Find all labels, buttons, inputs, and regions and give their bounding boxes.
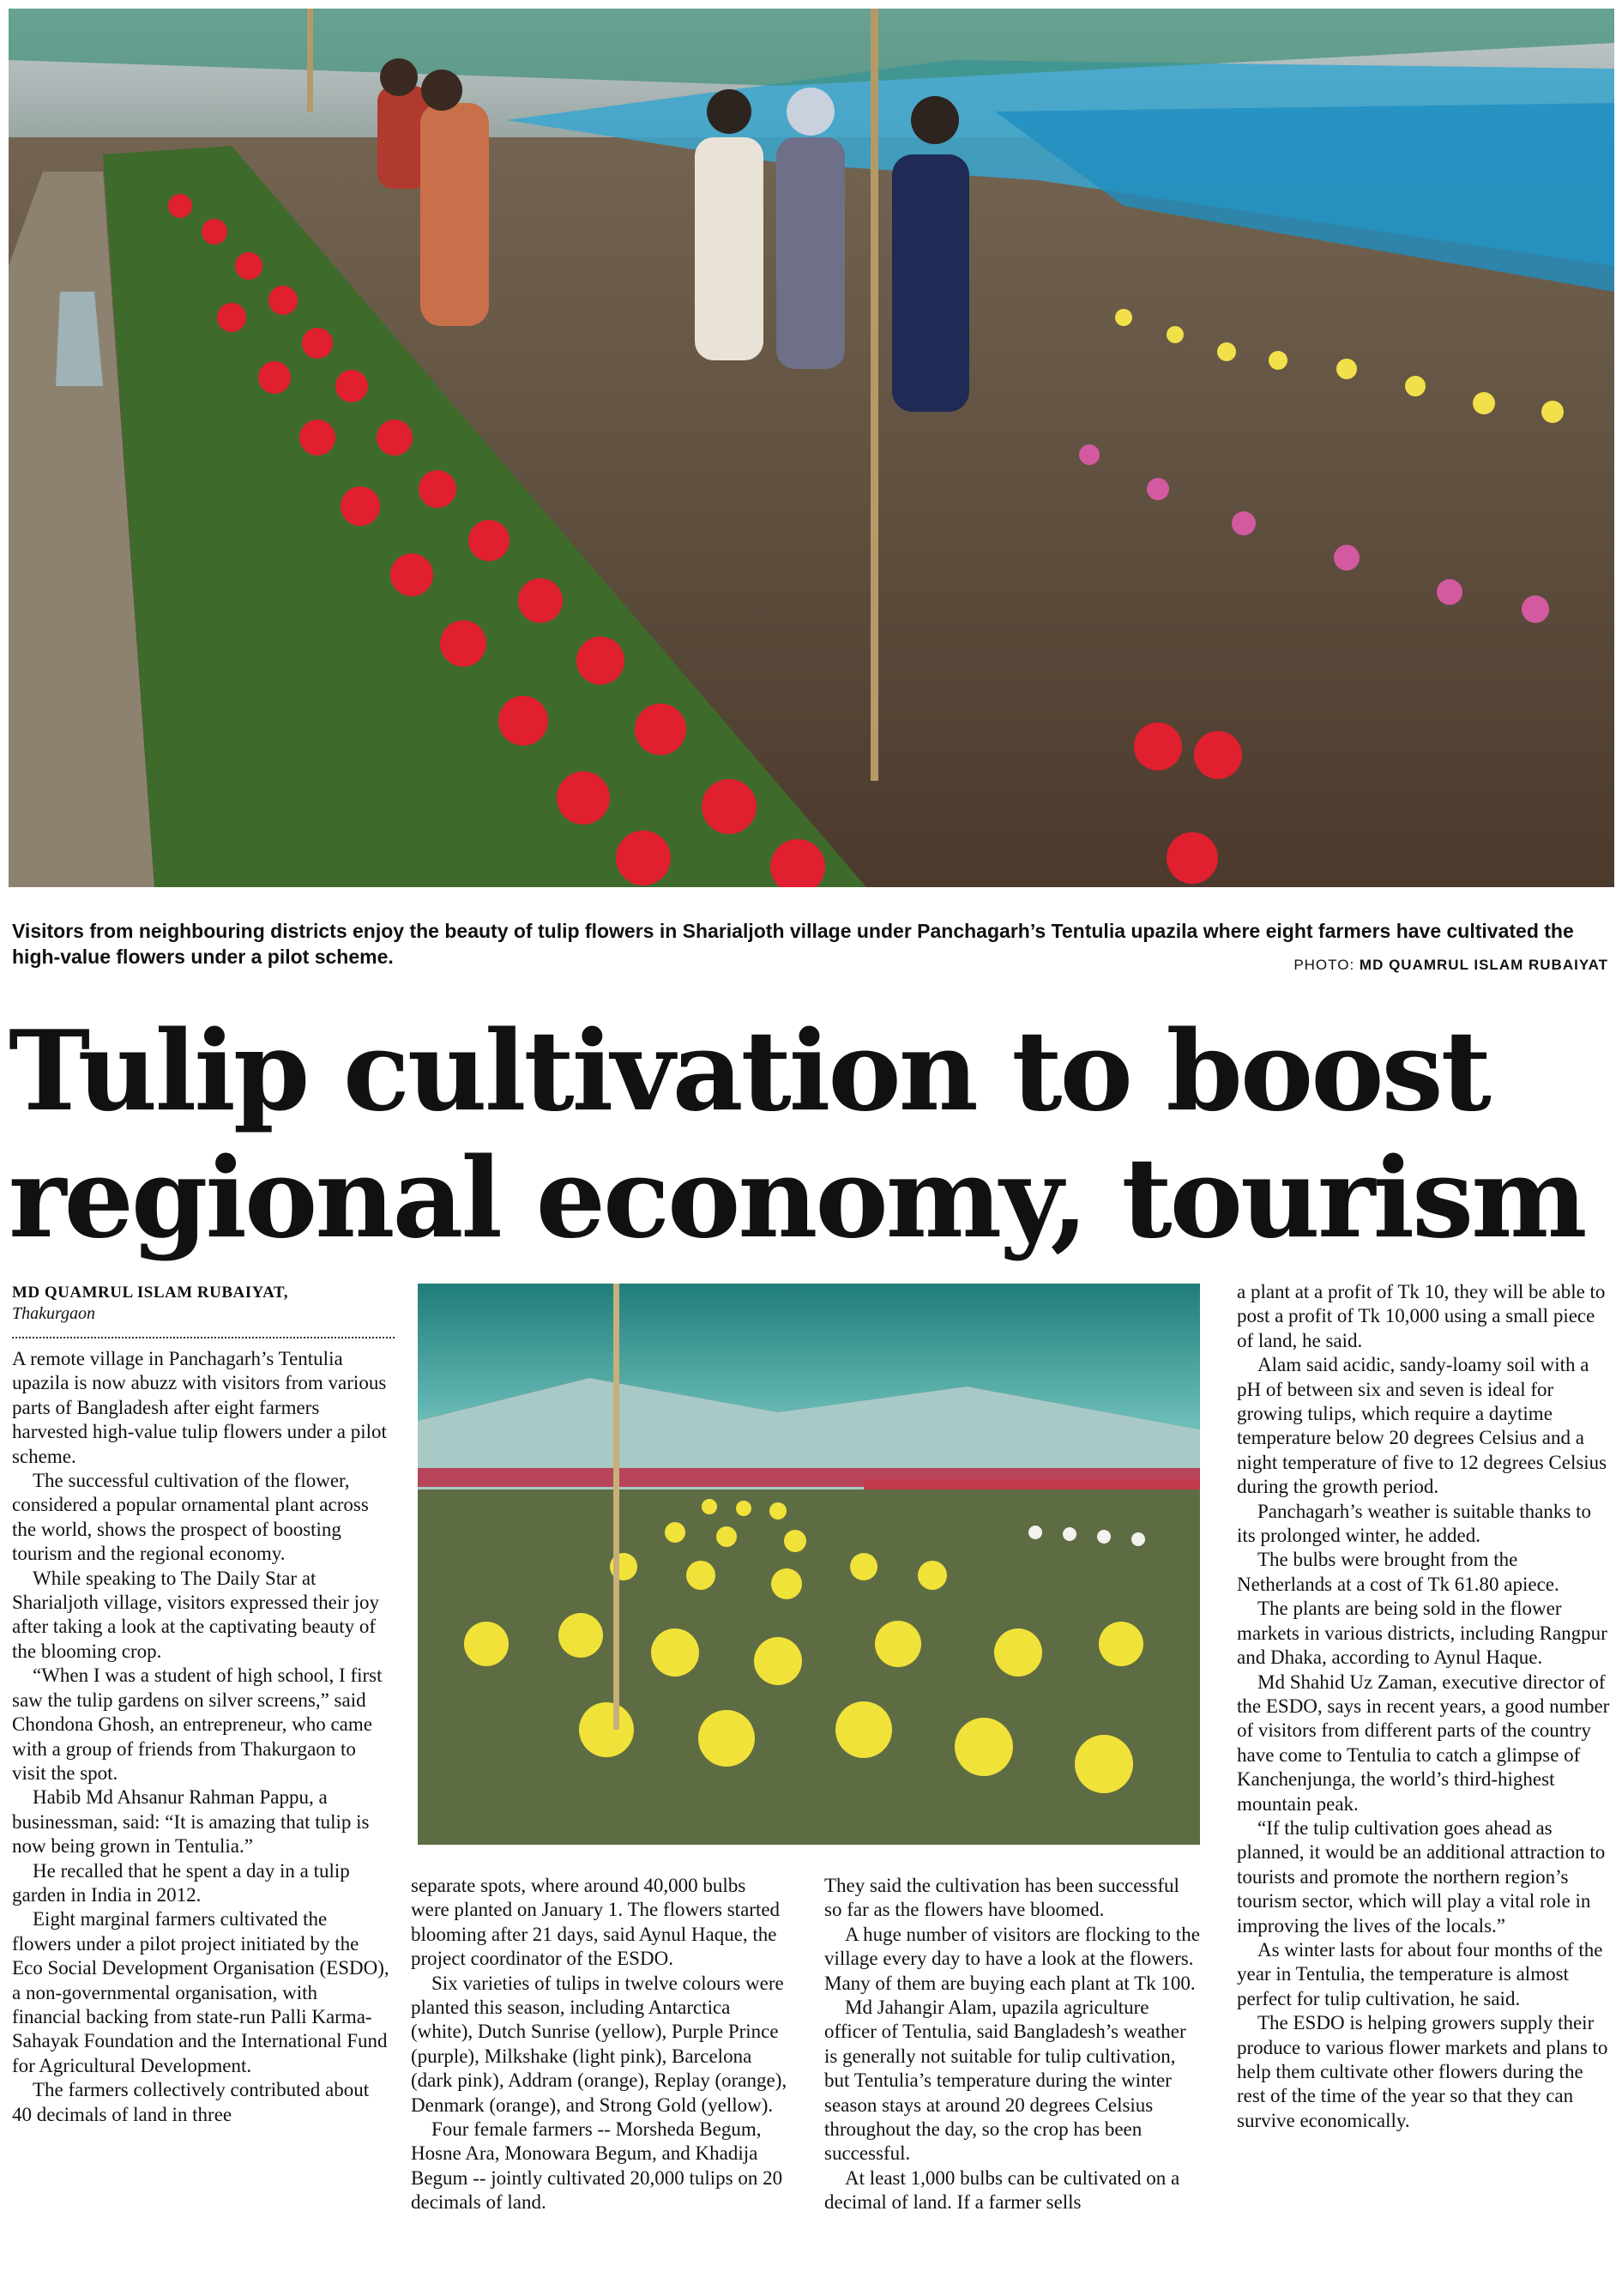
paragraph: Md Jahangir Alam, upazila agriculture officer of Tentulia, said Bangladesh’s weather is generally not suitable for tulip cultivation, but Tentulia’s temperature during the winter season stays at around 20 degrees Celsius throughout the day, so the crop has been successful. bbox=[824, 1997, 1186, 2165]
paragraph: While speaking to The Daily Star at Sharialjoth village, visitors expressed their joy after taking a look at the captivating beauty of the blooming crop. bbox=[12, 1567, 379, 1662]
headline bbox=[9, 1008, 1613, 1262]
photo-caption-text: Visitors from neighbouring districts enjoy the beauty of tulip flowers in Sharialjoth village under Panchagarh’s Tentulia upazila where eight farmers have cultivated the high-value flowers under a pilot scheme. bbox=[12, 920, 1574, 968]
byline-divider bbox=[12, 1337, 395, 1338]
tulip-garden-visitors-illustration bbox=[9, 9, 1614, 887]
paragraph: He recalled that he spent a day in a tulip garden in India in 2012. bbox=[12, 1859, 350, 1906]
paragraph: Habib Md Ahsanur Rahman Pappu, a businessman, said: “It is amazing that tulip is now being grown in Tentulia.” bbox=[12, 1786, 370, 1858]
paragraph: The plants are being sold in the flower markets in various districts, including Rangpur and Dhaka, according to Aynul Haque. bbox=[1237, 1598, 1607, 1669]
paragraph: Six varieties of tulips in twelve colours were planted this season, including Antarctica (white), Dutch Sunrise (yellow), Purple Prince (purple), Milkshake (light pink), Barcelona (dark pink), Addram (orange), Replay (orange), Denmark (orange), and Strong Gold (yellow). bbox=[411, 1972, 787, 2116]
paragraph: A huge number of visitors are flocking to the village every day to have a look at the flowers. Many of them are buying each plant at Tk 100. bbox=[824, 1923, 1200, 1994]
yellow-tulip-field-photo bbox=[418, 1284, 1200, 1845]
paragraph: The successful cultivation of the flower, considered a popular ornamental plant across the world, shows the prospect of boosting tourism and the regional economy. bbox=[12, 1470, 369, 1565]
paragraph: Four female farmers -- Morsheda Begum, Hosne Ara, Monowara Begum, and Khadija Begum -- jointly cultivated 20,000 tulips on 20 decimals of land. bbox=[411, 2118, 783, 2214]
article-column-3 bbox=[824, 1874, 1202, 2215]
paragraph: Eight marginal farmers cultivated the flowers under a pilot project initiated by the Eco Social Development Organisation (ESDO), a non-governmental organisation, with financial backing from state-run Palli Karma-Sahayak Foundation and the International Fund for Agricultural Development. bbox=[12, 1908, 389, 2076]
paragraph: Panchagarh’s weather is suitable thanks to its prolonged winter, he added. bbox=[1237, 1500, 1591, 1547]
headline-line-1: Tulip cultivation to boost bbox=[9, 1007, 1489, 1136]
paragraph: a plant at a profit of Tk 10, they will be able to post a profit of Tk 10,000 using a small piece of land, he said. bbox=[1237, 1281, 1606, 1351]
paragraph: A remote village in Panchagarh’s Tentulia upazila is now abuzz with visitors from various parts of Bangladesh after eight farmers harvested high-value tulip flowers under a pilot scheme. bbox=[12, 1348, 387, 1467]
paragraph: The ESDO is helping growers supply their produce to various flower markets and plans to help them cultivate other flowers during the rest of the time of the year so that they can survive economically. bbox=[1237, 2012, 1608, 2131]
byline-name: MD QUAMRUL ISLAM RUBAIYAT, bbox=[12, 1284, 288, 1302]
paragraph: Md Shahid Uz Zaman, executive director of the ESDO, says in recent years, a good number of visitors from different parts of the country have come to Tentulia to catch a glimpse of Kanchenjunga, the world’s third-highest mountain peak. bbox=[1237, 1671, 1610, 1815]
paragraph: Alam said acidic, sandy-loamy soil with a pH of between six and seven is ideal for growing tulips, which require a daytime temperature below 20 degrees Celsius and a night temperature of five to 12 degrees Celsius during the growth period. bbox=[1237, 1354, 1607, 1498]
paragraph: separate spots, where around 40,000 bulbs were planted on January 1. The flowers started blooming after 21 days, said Aynul Haque, the project coordinator of the ESDO. bbox=[411, 1875, 781, 1970]
paragraph: “If the tulip cultivation goes ahead as planned, it would be an additional attraction to tourists and promote the northern region’s tourism sector, which will play a vital role in improving the lives of the locals.” bbox=[1237, 1816, 1606, 1936]
photo-credit-name: MD QUAMRUL ISLAM RUBAIYAT bbox=[1359, 957, 1608, 973]
paragraph: “When I was a student of high school, I first saw the tulip gardens on silver screens,” said Chondona Ghosh, an entrepreneur, who came with a group of friends from Thakurgaon to visit the spot. bbox=[12, 1665, 383, 1784]
byline-location: Thakurgaon bbox=[12, 1304, 96, 1323]
article-column-1 bbox=[12, 1347, 389, 2127]
paragraph: As winter lasts for about four months of the year in Tentulia, the temperature is almost perfect for tulip cultivation, he said. bbox=[1237, 1938, 1603, 2009]
article-column-4 bbox=[1237, 1280, 1614, 2133]
photo-credit bbox=[1293, 957, 1608, 974]
photo-credit-prefix: PHOTO: bbox=[1293, 957, 1355, 973]
tulip-garden-visitors-photo bbox=[9, 9, 1614, 887]
paragraph: The bulbs were brought from the Netherlands at a cost of Tk 61.80 apiece. bbox=[1237, 1549, 1559, 1595]
yellow-tulip-field-illustration bbox=[418, 1284, 1200, 1845]
byline bbox=[12, 1284, 389, 1324]
headline-line-2: regional economy, tourism bbox=[9, 1134, 1585, 1263]
paragraph: They said the cultivation has been successful so far as the flowers have bloomed. bbox=[824, 1875, 1179, 1921]
paragraph: At least 1,000 bulbs can be cultivated on a decimal of land. If a farmer sells bbox=[824, 2166, 1180, 2214]
paragraph: The farmers collectively contributed about 40 decimals of land in three bbox=[12, 2079, 370, 2125]
article-column-2 bbox=[411, 1874, 788, 2215]
